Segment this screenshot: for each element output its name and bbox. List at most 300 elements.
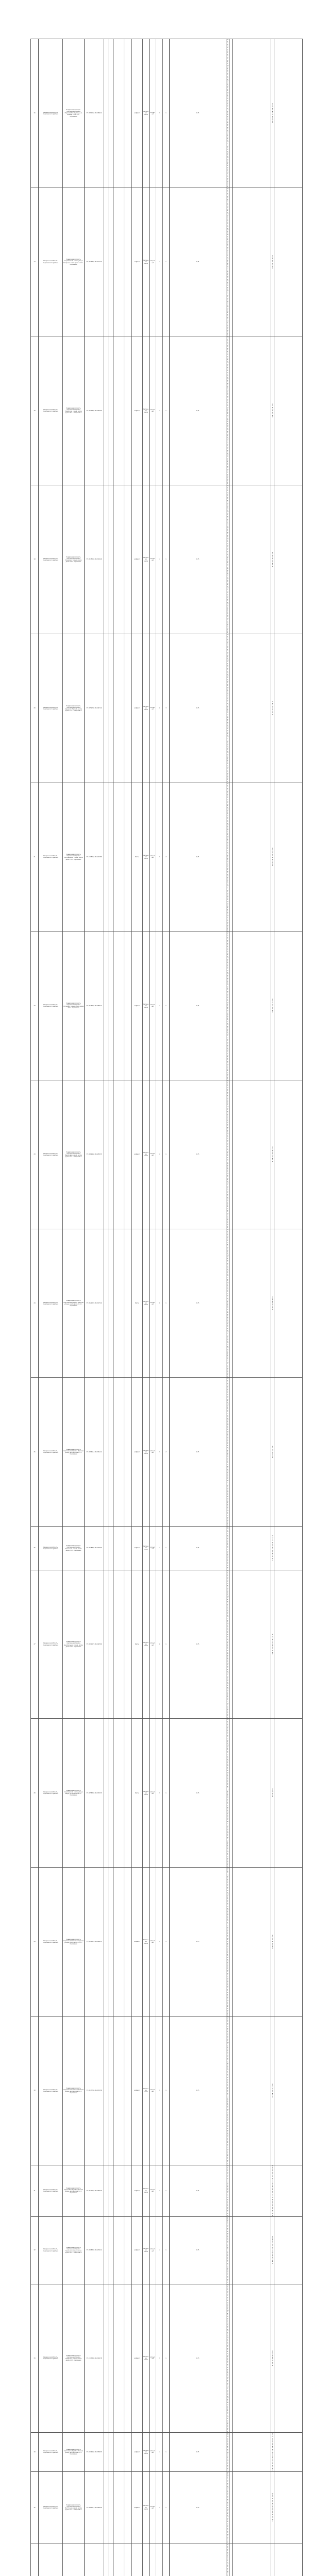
coordinates-cell: 55.906111, 46.049444 <box>85 2471 104 2544</box>
blank-cell <box>113 2016 124 2165</box>
base-cell: Бетонная плита <box>143 1570 150 1719</box>
source-cell: ул. Луговая <box>271 1378 274 1527</box>
coordinates-cell <box>85 2544 104 2576</box>
coordinates-cell: 55.902222, 46.019722 <box>85 1229 104 1378</box>
table-row <box>31 2216 303 2284</box>
register-body <box>31 39 303 2576</box>
owner-cell: Ревдинская область Сергиевского района <box>39 336 63 485</box>
surface-type-cell: асфальт <box>132 485 143 634</box>
volume-cell: 1 <box>163 1527 170 1570</box>
blank-cell <box>104 2471 108 2544</box>
volume-cell: 1 <box>163 2284 170 2433</box>
blank-cell <box>113 1868 124 2016</box>
table-row <box>31 2165 303 2216</box>
blank-cell <box>274 2433 303 2471</box>
row-number: 26 <box>31 1527 39 1570</box>
container-type-cell: открытый <box>150 485 156 634</box>
blank-cell <box>108 39 113 188</box>
blank-cell <box>113 2433 124 2471</box>
blank-cell <box>113 39 124 188</box>
capacity-cell: 0,75 <box>170 1570 226 1719</box>
blank-cell <box>124 1229 132 1378</box>
table-row <box>31 634 303 783</box>
container-type-cell: открытый <box>150 1080 156 1229</box>
blank-cell <box>104 1527 108 1570</box>
blank-cell <box>104 931 108 1080</box>
owner-cell: Ревдинская область Сергиевского района <box>39 1080 63 1229</box>
table-row <box>31 1229 303 1378</box>
blank-cell <box>274 39 303 188</box>
table-row <box>31 336 303 485</box>
capacity-cell: 0,75 <box>170 2433 226 2471</box>
blank-cell <box>113 1527 124 1570</box>
base-cell: Бетонная плита <box>143 39 150 188</box>
source-cell: ул. Рабочая <box>271 1229 274 1378</box>
container-type-cell: открытый <box>150 2471 156 2544</box>
organization-cell: Муниципальное образование «Сергиевский муниципальный район» Ревдинская область, р.п. Сергиевск, ул. 60 лет Октября, д. 12 <box>226 39 229 188</box>
source-cell: МБОУ «Сергиевская СОШ» <box>271 2471 274 2544</box>
owner-cell: Ревдинская область Сергиевского района <box>39 2284 63 2433</box>
organization-cell: Муниципальное образование «Сергиевский муниципальный район» Ревдинская область, р.п. Сергиевск, ул. 60 лет Октября, д. 12 <box>226 188 229 336</box>
table-row <box>31 1868 303 2016</box>
capacity-cell: 0,75 <box>170 1229 226 1378</box>
coordinates-cell: 55.909167, 46.042500 <box>85 1570 104 1719</box>
coordinates-cell: 55.906944, 46.028333 <box>85 1080 104 1229</box>
address-cell: Ревдинская область Сергиевский район Рязанская улица, возле дома 15 п.г. Сергиевск <box>63 336 85 485</box>
container-type-cell: открытый <box>150 188 156 336</box>
surface-type-cell: бетон <box>132 1229 143 1378</box>
surface-type-cell: бетон <box>132 1570 143 1719</box>
volume-cell: 1 <box>163 1719 170 1868</box>
blank-cell <box>104 1570 108 1719</box>
address-cell: Ревдинская область Сергиевский район Березовая улица, возле дома 11 п.г. Сергиевск <box>63 1080 85 1229</box>
owner-cell: Ревдинская область Сергиевского района <box>39 2433 63 2471</box>
container-count-cell <box>156 2544 163 2576</box>
table-row <box>31 2016 303 2165</box>
blank-cell <box>274 2544 303 2576</box>
address-cell: Ревдинская область Сергиевский район Южная улица, возле дома 4 п.г. Сергиевск <box>63 2433 85 2471</box>
capacity-cell: 0,75 <box>170 2284 226 2433</box>
document-page <box>0 0 330 466</box>
blank-cell <box>274 931 303 1080</box>
coordinates-cell: 55.905278, 46.044722 <box>85 634 104 783</box>
blank-cell <box>108 783 113 931</box>
container-count-cell: 1 <box>156 2216 163 2284</box>
address-cell: Ревдинская область Сергиевский район Речная улица, возле дома 3 п.г. Сергиевск <box>63 2165 85 2216</box>
blank-cell <box>233 2284 271 2433</box>
container-count-cell: 1 <box>156 1527 163 1570</box>
container-count-cell: 1 <box>156 1868 163 2016</box>
container-count-cell: 2 <box>156 1378 163 1527</box>
blank-cell <box>108 485 113 634</box>
row-number: 32 <box>31 2216 39 2284</box>
organization-cell: Муниципальное образование «Сергиевский муниципальный район» Ревдинская область, р.п. Сергиевск, ул. 60 лет Октября, д. 12 <box>226 2284 229 2433</box>
blank-cell <box>233 485 271 634</box>
container-count-cell: 1 <box>156 2471 163 2544</box>
volume-cell: 1 <box>163 2216 170 2284</box>
coordinates-cell: 55.900833, 46.023611 <box>85 2216 104 2284</box>
row-number: 33 <box>31 2284 39 2433</box>
container-count-cell: 2 <box>156 39 163 188</box>
container-count-cell: 1 <box>156 485 163 634</box>
address-cell: Ревдинская область Сергиевский район Центральная улица, возле дома 5 п.г. Сергиевск <box>63 1570 85 1719</box>
container-type-cell: открытый <box>150 1378 156 1527</box>
volume-cell: 1 <box>163 336 170 485</box>
blank-cell <box>124 2544 132 2576</box>
blank-cell <box>274 1527 303 1570</box>
source-cell: ГБУЗ «Сергиевская ЦРБ» <box>271 2216 274 2284</box>
blank-cell <box>104 2284 108 2433</box>
address-cell: Ревдинская область Сергиевский район Рабочая улица, возле дома 21 п.г. Сергиевск <box>63 1229 85 1378</box>
blank-cell <box>274 188 303 336</box>
table-row <box>31 1378 303 1527</box>
row-number: 34 <box>31 2433 39 2471</box>
container-count-cell: 2 <box>156 783 163 931</box>
row-number: 16 <box>31 39 39 188</box>
blank-cell <box>124 2284 132 2433</box>
base-cell: Бетонная плита <box>143 634 150 783</box>
base-cell: Бетонная плита <box>143 1229 150 1378</box>
volume-cell: 1 <box>163 931 170 1080</box>
container-count-cell: 2 <box>156 1719 163 1868</box>
row-number: 31 <box>31 2165 39 2216</box>
blank-cell <box>233 1527 271 1570</box>
organization-cell: Муниципальное образование «Сергиевский муниципальный район» Ревдинская область, р.п. Сергиевск, ул. 60 лет Октября, д. 12 <box>226 634 229 783</box>
blank-cell <box>233 188 271 336</box>
source-cell: ул. Полевая <box>271 2016 274 2165</box>
container-type-cell: открытый <box>150 2016 156 2165</box>
container-type-cell: открытый <box>150 2433 156 2471</box>
coordinates-cell: 55.904722, 46.046944 <box>85 2165 104 2216</box>
surface-type-cell: асфальт <box>132 2165 143 2216</box>
blank-cell <box>124 188 132 336</box>
blank-cell <box>124 2216 132 2284</box>
blank-cell <box>104 336 108 485</box>
address-cell: Ревдинская область Сергиевский район Кленовая улица, возле дома 2 п.г. Сергиевск <box>63 485 85 634</box>
organization-cell: Муниципальное образование «Сергиевский муниципальный район» Ревдинская область, р.п. Сергиевск, ул. 60 лет Октября, д. 12 <box>226 1570 229 1719</box>
row-number: 20 <box>31 634 39 783</box>
owner-cell: Ревдинская область Сергиевского района <box>39 1570 63 1719</box>
capacity-cell: 0,75 <box>170 1719 226 1868</box>
source-cell: ул. Молодежная <box>271 783 274 931</box>
address-cell <box>63 2544 85 2576</box>
base-cell: Бетонная плита <box>143 485 150 634</box>
container-type-cell: открытый <box>150 1527 156 1570</box>
blank-cell <box>104 783 108 931</box>
container-count-cell: 2 <box>156 2016 163 2165</box>
blank-cell <box>108 2165 113 2216</box>
address-cell: Ревдинская область Сергиевский район Северная улица, возле дома 6 п.г. Сергиевск <box>63 2284 85 2433</box>
blank-cell <box>233 1378 271 1527</box>
blank-cell <box>233 2544 271 2576</box>
capacity-cell: 0,75 <box>170 2471 226 2544</box>
address-cell: Ревдинская область Сергиевский район Первомайская улица, на въезде в п.Ф. п.г. Сергиевск <box>63 39 85 188</box>
blank-cell <box>108 2016 113 2165</box>
blank-cell <box>233 2216 271 2284</box>
blank-cell <box>113 2471 124 2544</box>
blank-cell <box>108 2216 113 2284</box>
row-number: 18 <box>31 336 39 485</box>
container-count-cell: 4 <box>156 1570 163 1719</box>
base-cell: Бетонная плита <box>143 1719 150 1868</box>
blank-cell <box>124 1527 132 1570</box>
source-cell: ул. Гагарина <box>271 188 274 336</box>
source-cell: ул. Центральная <box>271 1570 274 1719</box>
blank-cell <box>124 2471 132 2544</box>
base-cell: Бетонная плита <box>143 1378 150 1527</box>
owner-cell: Ревдинская область Сергиевского района <box>39 2165 63 2216</box>
owner-cell: Ревдинская область Сергиевского района <box>39 1868 63 2016</box>
owner-cell: Ревдинская область Сергиевского района <box>39 783 63 931</box>
blank-cell <box>233 2433 271 2471</box>
surface-type-cell: асфальт <box>132 2284 143 2433</box>
owner-cell: Ревдинская область Сергиевского района <box>39 634 63 783</box>
blank-cell <box>233 634 271 783</box>
blank-cell <box>108 931 113 1080</box>
organization-cell: Муниципальное образование «Сергиевский муниципальный район» Ревдинская область, р.п. Сергиевск, ул. 60 лет Октября, д. 12 <box>226 1868 229 2016</box>
row-number: 25 <box>31 1378 39 1527</box>
blank-cell <box>108 634 113 783</box>
blank-cell <box>108 1570 113 1719</box>
table-row <box>31 188 303 336</box>
source-cell: ул. Северная <box>271 2284 274 2433</box>
row-number: 22 <box>31 931 39 1080</box>
blank-cell <box>104 2165 108 2216</box>
blank-cell <box>104 2016 108 2165</box>
coordinates-cell: 55.907778, 46.015556 <box>85 2016 104 2165</box>
blank-cell <box>104 1719 108 1868</box>
blank-cell <box>124 2433 132 2471</box>
owner-cell: Ревдинская область Сергиевского района <box>39 2471 63 2544</box>
blank-cell <box>233 931 271 1080</box>
owner-cell: Ревдинская область Сергиевского района <box>39 485 63 634</box>
volume-cell: 1 <box>163 2471 170 2544</box>
blank-cell <box>113 485 124 634</box>
capacity-cell: 0,75 <box>170 1868 226 2016</box>
blank-cell <box>113 1080 124 1229</box>
base-cell: Бетонная плита <box>143 188 150 336</box>
volume-cell: 1 <box>163 1080 170 1229</box>
row-number: 19 <box>31 485 39 634</box>
surface-type-cell: асфальт <box>132 188 143 336</box>
blank-cell <box>104 2216 108 2284</box>
blank-cell <box>108 1527 113 1570</box>
container-count-cell: 2 <box>156 2284 163 2433</box>
volume-cell: 2 <box>163 1378 170 1527</box>
blank-cell <box>104 1229 108 1378</box>
blank-cell <box>124 634 132 783</box>
surface-type-cell: асфальт <box>132 2216 143 2284</box>
container-type-cell: открытый <box>150 1868 156 2016</box>
blank-cell <box>233 39 271 188</box>
blank-cell <box>104 1080 108 1229</box>
table-row <box>31 1719 303 1868</box>
base-cell: Бетонная плита <box>143 2471 150 2544</box>
organization-cell: Муниципальное образование «Сергиевский муниципальный район» Ревдинская область, р.п. Сергиевск, ул. 60 лет Октября, д. 12 <box>226 1719 229 1868</box>
blank-cell <box>108 2471 113 2544</box>
container-count-cell: 4 <box>156 1229 163 1378</box>
table-row <box>31 2544 303 2576</box>
address-cell: Ревдинская область Сергиевский район Садовая улица, возле дома 14 п.г. Сергиевск <box>63 1868 85 2016</box>
blank-cell <box>124 485 132 634</box>
address-cell: Ревдинская область Сергиевский район Заречная улица, возле дома 10 п.г. Сергиевск <box>63 2216 85 2284</box>
table-row <box>31 783 303 931</box>
row-number <box>31 2544 39 2576</box>
blank-cell <box>108 2544 113 2576</box>
container-site-register-table <box>30 39 303 2576</box>
blank-cell <box>274 1868 303 2016</box>
volume-cell: 1 <box>163 2165 170 2216</box>
base-cell: Бетонная плита <box>143 1527 150 1570</box>
volume-cell: 1 <box>163 1868 170 2016</box>
surface-type-cell: асфальт <box>132 1378 143 1527</box>
address-cell: Ревдинская область Сергиевский район Школьная улица, возле дома 2 п.г. Сергиевск <box>63 1527 85 1570</box>
coordinates-cell: 55.910556, 46.021389 <box>85 783 104 931</box>
blank-cell <box>124 39 132 188</box>
coordinates-cell: 55.901389, 46.025000 <box>85 336 104 485</box>
organization-cell: МБОУ «Сергиевская средняя общеобразовательная школа» <box>226 2471 229 2544</box>
row-number: 29 <box>31 1868 39 2016</box>
source-cell: ул. Березовая <box>271 1080 274 1229</box>
capacity-cell: 0,75 <box>170 2016 226 2165</box>
blank-cell <box>113 2165 124 2216</box>
blank-cell <box>104 2544 108 2576</box>
capacity-cell: 0,75 <box>170 2165 226 2216</box>
capacity-cell: 0,75 <box>170 931 226 1080</box>
organization-cell: ГБУЗ «Сергиевская центральная районная больница» <box>226 2216 229 2284</box>
container-type-cell: открытый <box>150 931 156 1080</box>
blank-cell <box>274 1080 303 1229</box>
capacity-cell <box>170 2544 226 2576</box>
capacity-cell: 0,75 <box>170 634 226 783</box>
container-type-cell: открытый <box>150 634 156 783</box>
container-count-cell: 1 <box>156 336 163 485</box>
organization-cell: ООО «Управляющая компания» <box>226 2433 229 2471</box>
capacity-cell: 0,75 <box>170 485 226 634</box>
blank-cell <box>104 1378 108 1527</box>
blank-cell <box>233 2471 271 2544</box>
base-cell: Бетонная плита <box>143 1080 150 1229</box>
blank-cell <box>274 634 303 783</box>
owner-cell: Ревдинская область Сергиевского района <box>39 1378 63 1527</box>
owner-cell: Ревдинская область Сергиевского района <box>39 39 63 188</box>
blank-cell <box>274 2216 303 2284</box>
blank-cell <box>124 1080 132 1229</box>
blank-cell <box>104 485 108 634</box>
blank-cell <box>124 1868 132 2016</box>
blank-cell <box>124 2165 132 2216</box>
blank-cell <box>124 931 132 1080</box>
container-type-cell: открытый <box>150 1570 156 1719</box>
owner-cell: Ревдинская область Сергиевского района <box>39 931 63 1080</box>
capacity-cell: 0,75 <box>170 1527 226 1570</box>
blank-cell <box>104 2433 108 2471</box>
surface-type-cell: асфальт <box>132 931 143 1080</box>
blank-cell <box>274 1378 303 1527</box>
base-cell: Бетонная плита <box>143 931 150 1080</box>
surface-type-cell: асфальт <box>132 2016 143 2165</box>
container-count-cell: 1 <box>156 188 163 336</box>
owner-cell: Ревдинская область Сергиевского района <box>39 2216 63 2284</box>
base-cell: Бетонная плита <box>143 1868 150 2016</box>
blank-cell <box>274 2165 303 2216</box>
coordinates-cell: 55.907500, 46.031944 <box>85 485 104 634</box>
blank-cell <box>124 2016 132 2165</box>
blank-cell <box>124 336 132 485</box>
surface-type-cell: асфальт <box>132 634 143 783</box>
base-cell: Бетонная плита <box>143 2216 150 2284</box>
organization-cell: Муниципальное образование «Сергиевский муниципальный район» Ревдинская область, р.п. Сергиевск, ул. 60 лет Октября, д. 12 <box>226 336 229 485</box>
address-cell: Ревдинская область Сергиевский район переулок Лесной, возле дома 17 п.г. Сергиевск <box>63 634 85 783</box>
container-type-cell: открытый <box>150 2284 156 2433</box>
capacity-cell: 0,75 <box>170 1080 226 1229</box>
row-number: 24 <box>31 1229 39 1378</box>
container-type-cell: открытый <box>150 39 156 188</box>
surface-type-cell: асфальт <box>132 1527 143 1570</box>
source-cell: ул. Сосновая <box>271 931 274 1080</box>
coordinates-cell: 55.901111, 46.040833 <box>85 1868 104 2016</box>
blank-cell <box>233 2165 271 2216</box>
organization-cell: Муниципальное образование «Сергиевский муниципальный район» Ревдинская область, р.п. Сергиевск, ул. 60 лет Октября, д. 12 <box>226 2016 229 2165</box>
row-number: 30 <box>31 2016 39 2165</box>
blank-cell <box>233 1719 271 1868</box>
address-cell: Ревдинская область Сергиевский район Полевая улица, возле дома 9 п.г. Сергиевск <box>63 2016 85 2165</box>
blank-cell <box>274 1229 303 1378</box>
blank-cell <box>108 188 113 336</box>
blank-cell <box>274 1570 303 1719</box>
blank-cell <box>233 2016 271 2165</box>
source-cell: Муниципальное бюджетное учреждение <box>271 2165 274 2216</box>
blank-cell <box>104 39 108 188</box>
base-cell: Бетонная плита <box>143 2284 150 2433</box>
blank-cell <box>274 783 303 931</box>
organization-cell: Муниципальное образование «Сергиевский муниципальный район» Ревдинская область, р.п. Сергиевск, ул. 60 лет Октября, д. 12 <box>226 931 229 1080</box>
blank-cell <box>274 485 303 634</box>
volume-cell: 1 <box>163 1570 170 1719</box>
volume-cell <box>163 2544 170 2576</box>
capacity-cell: 0,75 <box>170 336 226 485</box>
blank-cell <box>113 1229 124 1378</box>
container-type-cell <box>150 2544 156 2576</box>
row-number: 23 <box>31 1080 39 1229</box>
capacity-cell: 0,75 <box>170 783 226 931</box>
volume-cell: 1 <box>163 188 170 336</box>
base-cell: Бетонная плита <box>143 2016 150 2165</box>
table-row <box>31 485 303 634</box>
blank-cell <box>233 1570 271 1719</box>
container-type-cell: открытый <box>150 336 156 485</box>
table-row <box>31 1570 303 1719</box>
blank-cell <box>113 2284 124 2433</box>
capacity-cell: 0,75 <box>170 1378 226 1527</box>
blank-cell <box>108 1868 113 2016</box>
surface-type-cell: асфальт <box>132 1080 143 1229</box>
source-cell: ул. Кленовая <box>271 485 274 634</box>
surface-type-cell <box>132 2544 143 2576</box>
blank-cell <box>233 1080 271 1229</box>
source-cell: пер. Лесной <box>271 634 274 783</box>
volume-cell: 1 <box>163 1229 170 1378</box>
address-cell: Ревдинская область Сергиевский район Восточная улица, возле дома 12 п.г. Сергиевск <box>63 2471 85 2544</box>
blank-cell <box>113 2544 124 2576</box>
blank-cell <box>124 1378 132 1527</box>
blank-cell <box>113 783 124 931</box>
blank-cell <box>108 1378 113 1527</box>
blank-cell <box>108 1080 113 1229</box>
container-count-cell: 1 <box>156 2165 163 2216</box>
coordinates-cell: 55.911389, 46.030278 <box>85 2284 104 2433</box>
table-row <box>31 1080 303 1229</box>
